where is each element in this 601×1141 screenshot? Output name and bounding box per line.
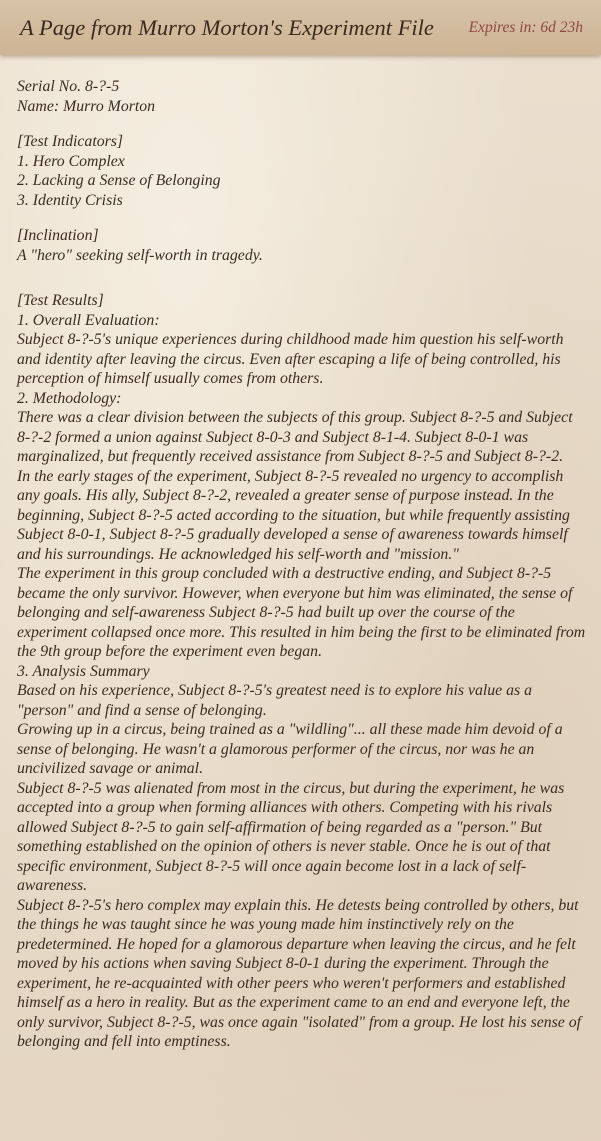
serial-number: Serial No. 8-?-5	[17, 78, 120, 95]
indicators-heading: [Test Indicators]	[17, 133, 124, 150]
analysis-paragraph: Based on his experience, Subject 8-?-5's greatest need is to explore his value as a "person" and find a sense of belonging.	[17, 682, 533, 719]
results-heading: [Test Results]	[17, 292, 104, 309]
methodology-paragraph: In the early stages of the experiment, Subject 8-?-5 revealed no urgency to accomplish any goals. His ally, Subject 8-?-2, revealed a greater sense of purpose instead. In the beginning, Subject 8-?-5 acted according to the situation, but while frequently assisting Subject 8-0-1, Subject 8-?-5 gradually developed a sense of awareness towards himself and his surroundings. He acknowledged his self-worth and "mission."	[17, 467, 570, 563]
inclination-heading: [Inclination]	[17, 227, 99, 244]
methodology-heading: 2. Methodology:	[17, 389, 122, 407]
analysis-paragraph: Subject 8-?-5 was alienated from most in the circus, but during the experiment, he was accepted into a group when forming alliances with others. Competing with his rivals allowed Subject 8-?-5 to gain self-affirmation of being regarded as a "person." But something established on the opinion of others is never stable. Once he is out of that specific environment, Subject 8-?-5 will once again become lost in a lack of self-awareness.	[17, 779, 565, 894]
methodology-paragraph: There was a clear division between the subjects of this group. Subject 8-?-5 and Subject 8-?-2 formed a union against Subject 8-0-3 and Subject 8-1-4. Subject 8-0-1 was marginalized, but frequently received assistance from Subject 8-?-5 and Subject 8-?-2.	[17, 409, 573, 465]
analysis-paragraph: Growing up in a circus, being trained as a "wildling"... all these made him devoid of a sense of belonging. He wasn't a glamorous performer of the circus, nor was he an uncivilized savage or animal.	[17, 721, 563, 777]
expiry-timer: Expires in: 6d 23h	[468, 18, 583, 36]
indicator-item: 1. Hero Complex	[17, 152, 125, 170]
subject-name: Name: Murro Morton	[17, 97, 156, 115]
file-content[interactable]	[0, 55, 601, 1052]
indicator-item: 3. Identity Crisis	[17, 191, 123, 209]
profile-section	[17, 77, 587, 116]
methodology-paragraph: The experiment in this group concluded with a destructive ending, and Subject 8-?-5 became the only survivor. However, when everyone but him was eliminated, the sense of belonging and self-awareness Subject 8-?-5 had built up over the course of the experiment collapsed once more. This resulted in him being the first to be eliminated from the 9th group before the experiment even began.	[17, 565, 586, 660]
overall-evaluation-heading: 1. Overall Evaluation:	[17, 311, 160, 329]
inclination-section	[17, 226, 587, 265]
inclination-text: A "hero" seeking self-worth in tragedy.	[17, 246, 263, 264]
analysis-paragraph: Subject 8-?-5's hero complex may explain this. He detests being controlled by others, but the things he was taught since he was young made him instinctively rely on the predetermined. He hoped for a glamorous departure when leaving the circus, and he felt moved by his actions when saving Subject 8-0-1 during the experiment. Through the experiment, he re-acquainted with other peers who weren't performers and established himself as a hero in reality. But as the experiment came to an end and everyone left, the only survivor, Subject 8-?-5, was once again "isolated" from a group. He lost his sense of belonging and fell into emptiness.	[17, 896, 582, 1050]
page-title: A Page from Murro Morton's Experiment File	[20, 14, 434, 40]
analysis-summary-heading: 3. Analysis Summary	[17, 662, 150, 680]
test-results-section	[17, 291, 587, 1052]
indicator-item: 2. Lacking a Sense of Belonging	[17, 172, 221, 189]
test-indicators-section	[17, 132, 587, 210]
page-header	[0, 0, 601, 55]
overall-evaluation-text: Subject 8-?-5's unique experiences during childhood made him question his self-worth and identity after leaving the circus. Even after escaping a life of being controlled, his perception of himself usually comes from others.	[17, 331, 564, 387]
